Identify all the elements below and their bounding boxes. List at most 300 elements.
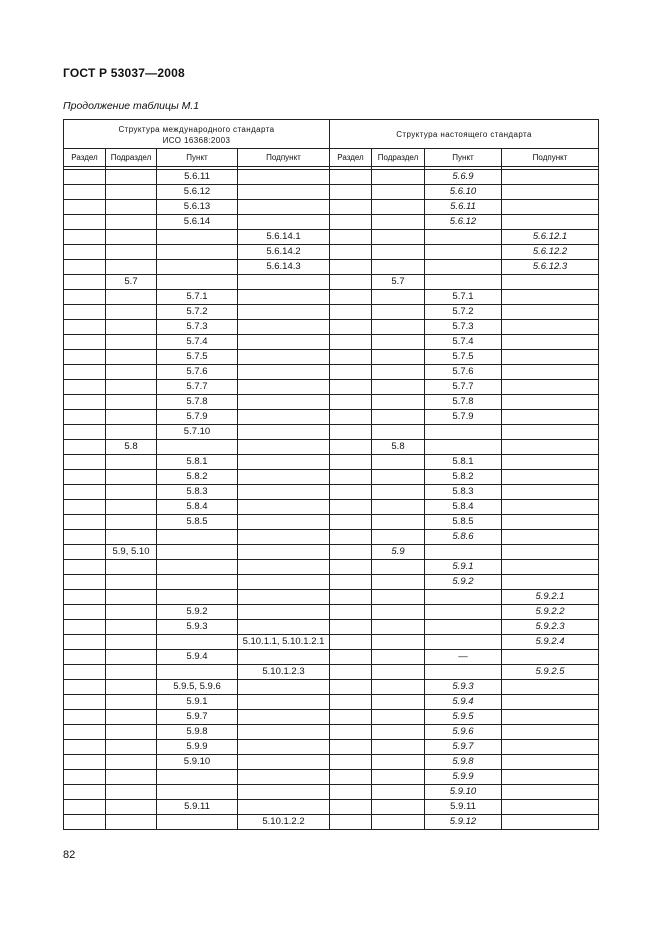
cell-podrazdel-right: [372, 485, 425, 500]
table-row: [64, 755, 599, 770]
cell-punkt-right: [425, 275, 502, 290]
cell-punkt-right: [425, 620, 502, 635]
cell-razdel-right: [330, 335, 372, 350]
cell-razdel-left: [64, 635, 106, 650]
cell-punkt-left: [157, 275, 238, 290]
cell-podpunkt-left: [238, 695, 330, 710]
cell-podrazdel-left: 5.8: [106, 440, 157, 455]
cell-punkt-right: 5.7.9: [425, 410, 502, 425]
table-caption: Продолжение таблицы М.1: [63, 100, 200, 112]
cell-podrazdel-left: [106, 185, 157, 200]
cell-razdel-right: [330, 530, 372, 545]
table-row: [64, 215, 599, 230]
cell-razdel-right: [330, 455, 372, 470]
cell-razdel-left: [64, 440, 106, 455]
cell-podpunkt-right: [502, 200, 599, 215]
col-header-razdel-right: Раздел: [330, 149, 372, 167]
cell-podrazdel-right: [372, 170, 425, 185]
cell-podrazdel-left: [106, 215, 157, 230]
cell-podrazdel-right: [372, 740, 425, 755]
cell-podrazdel-right: [372, 560, 425, 575]
group-header-international-line1: Структура международного стандарта: [118, 124, 275, 134]
cell-punkt-left: [157, 665, 238, 680]
cell-podpunkt-right: [502, 425, 599, 440]
cell-podrazdel-left: [106, 335, 157, 350]
cell-podpunkt-right: [502, 290, 599, 305]
cell-razdel-left: [64, 605, 106, 620]
cell-razdel-left: [64, 305, 106, 320]
cell-razdel-left: [64, 815, 106, 830]
cell-punkt-right: 5.8.1: [425, 455, 502, 470]
cell-podpunkt-right: 5.9.2.1: [502, 590, 599, 605]
cell-podrazdel-right: [372, 320, 425, 335]
cell-podrazdel-left: [106, 395, 157, 410]
cell-podpunkt-right: [502, 365, 599, 380]
cell-punkt-right: 5.9.1: [425, 560, 502, 575]
table-row: [64, 380, 599, 395]
cell-punkt-right: 5.9.11: [425, 800, 502, 815]
cell-podpunkt-left: [238, 605, 330, 620]
cell-podrazdel-left: [106, 530, 157, 545]
col-header-podpunkt-right: Подпункт: [502, 149, 599, 167]
cell-punkt-left: 5.8.4: [157, 500, 238, 515]
cell-razdel-left: [64, 215, 106, 230]
cell-podrazdel-left: [106, 410, 157, 425]
cell-podrazdel-right: [372, 695, 425, 710]
cell-podpunkt-right: [502, 650, 599, 665]
cell-podrazdel-left: [106, 800, 157, 815]
cell-punkt-right: [425, 245, 502, 260]
cell-razdel-right: [330, 485, 372, 500]
cell-podrazdel-left: [106, 260, 157, 275]
cell-punkt-right: [425, 230, 502, 245]
cell-razdel-right: [330, 590, 372, 605]
cell-punkt-right: [425, 260, 502, 275]
cell-razdel-left: [64, 665, 106, 680]
cell-razdel-left: [64, 485, 106, 500]
cell-podpunkt-left: 5.10.1.2.3: [238, 665, 330, 680]
cell-podrazdel-left: [106, 785, 157, 800]
cell-podpunkt-right: [502, 815, 599, 830]
cell-razdel-left: [64, 410, 106, 425]
cell-razdel-left: [64, 455, 106, 470]
cell-punkt-right: 5.7.3: [425, 320, 502, 335]
cell-podrazdel-left: 5.9, 5.10: [106, 545, 157, 560]
table-row: [64, 425, 599, 440]
table-row: [64, 320, 599, 335]
cell-podrazdel-left: [106, 695, 157, 710]
cell-podpunkt-left: [238, 185, 330, 200]
cell-razdel-right: [330, 260, 372, 275]
cell-podrazdel-left: [106, 515, 157, 530]
cell-punkt-right: [425, 425, 502, 440]
cell-podpunkt-left: [238, 500, 330, 515]
cell-razdel-left: [64, 230, 106, 245]
cell-punkt-right: 5.7.4: [425, 335, 502, 350]
table-row: [64, 485, 599, 500]
cell-punkt-right: 5.9.4: [425, 695, 502, 710]
cell-podpunkt-right: [502, 770, 599, 785]
cell-podrazdel-right: [372, 260, 425, 275]
cell-podpunkt-left: [238, 725, 330, 740]
cell-podpunkt-right: [502, 275, 599, 290]
cell-punkt-left: 5.7.8: [157, 395, 238, 410]
cell-podrazdel-right: [372, 335, 425, 350]
cell-punkt-right: [425, 590, 502, 605]
cell-punkt-left: 5.8.2: [157, 470, 238, 485]
cell-podrazdel-left: [106, 380, 157, 395]
cell-podpunkt-left: [238, 335, 330, 350]
cell-razdel-left: [64, 515, 106, 530]
cell-podpunkt-left: [238, 620, 330, 635]
cell-podpunkt-left: 5.6.14.3: [238, 260, 330, 275]
cell-podrazdel-left: [106, 230, 157, 245]
cell-podpunkt-right: [502, 320, 599, 335]
cell-razdel-left: [64, 290, 106, 305]
table-row: [64, 800, 599, 815]
cell-podrazdel-right: [372, 365, 425, 380]
column-header-row: [64, 149, 599, 167]
cell-podrazdel-right: [372, 305, 425, 320]
cell-podrazdel-left: [106, 500, 157, 515]
cell-podpunkt-right: [502, 755, 599, 770]
cell-razdel-left: [64, 275, 106, 290]
cell-podpunkt-right: [502, 560, 599, 575]
document-code: ГОСТ Р 53037—2008: [63, 66, 185, 80]
cell-podpunkt-right: [502, 335, 599, 350]
cell-punkt-left: 5.7.10: [157, 425, 238, 440]
cell-podrazdel-right: [372, 215, 425, 230]
col-header-podpunkt-left: Подпункт: [238, 149, 330, 167]
cell-podrazdel-right: [372, 290, 425, 305]
cell-punkt-right: 5.6.9: [425, 170, 502, 185]
cell-razdel-right: [330, 275, 372, 290]
cell-podrazdel-left: [106, 305, 157, 320]
cell-punkt-right: 5.9.3: [425, 680, 502, 695]
table-row: [64, 365, 599, 380]
table-row: [64, 665, 599, 680]
col-header-razdel-left: Раздел: [64, 149, 106, 167]
cell-podrazdel-right: [372, 815, 425, 830]
table-row: [64, 740, 599, 755]
cell-punkt-left: 5.9.1: [157, 695, 238, 710]
cell-razdel-left: [64, 335, 106, 350]
cell-podrazdel-left: [106, 575, 157, 590]
cell-podpunkt-left: [238, 170, 330, 185]
cell-punkt-left: 5.9.3: [157, 620, 238, 635]
cell-podpunkt-left: [238, 710, 330, 725]
cell-razdel-right: [330, 650, 372, 665]
cell-razdel-right: [330, 605, 372, 620]
table-row: [64, 815, 599, 830]
cell-punkt-right: 5.9.8: [425, 755, 502, 770]
cell-razdel-left: [64, 620, 106, 635]
cell-punkt-left: [157, 575, 238, 590]
cell-razdel-right: [330, 395, 372, 410]
table-row: [64, 710, 599, 725]
col-header-punkt-left: Пункт: [157, 149, 238, 167]
cell-punkt-right: [425, 605, 502, 620]
cell-podrazdel-left: [106, 560, 157, 575]
cell-punkt-right: 5.9.10: [425, 785, 502, 800]
col-header-podrazdel-left: Подраздел: [106, 149, 157, 167]
cell-punkt-left: [157, 245, 238, 260]
cell-podrazdel-right: [372, 755, 425, 770]
cell-podpunkt-right: [502, 710, 599, 725]
cell-podpunkt-left: [238, 530, 330, 545]
cell-podpunkt-right: [502, 455, 599, 470]
cell-podpunkt-right: [502, 575, 599, 590]
cell-punkt-left: 5.9.5, 5.9.6: [157, 680, 238, 695]
cell-podrazdel-right: [372, 500, 425, 515]
cell-podpunkt-left: [238, 680, 330, 695]
cell-podpunkt-right: 5.9.2.4: [502, 635, 599, 650]
cell-podrazdel-right: 5.9: [372, 545, 425, 560]
cell-podpunkt-left: [238, 425, 330, 440]
cell-podrazdel-right: [372, 470, 425, 485]
table-row: [64, 335, 599, 350]
cell-razdel-right: [330, 500, 372, 515]
cell-podpunkt-left: [238, 410, 330, 425]
cell-podpunkt-right: [502, 515, 599, 530]
table-row: [64, 635, 599, 650]
cell-podrazdel-left: [106, 620, 157, 635]
cell-podpunkt-left: [238, 320, 330, 335]
cell-punkt-left: [157, 545, 238, 560]
cell-punkt-left: [157, 440, 238, 455]
table-row: [64, 650, 599, 665]
cell-punkt-right: 5.9.7: [425, 740, 502, 755]
cell-razdel-left: [64, 260, 106, 275]
cell-podpunkt-left: [238, 440, 330, 455]
cell-punkt-left: 5.9.10: [157, 755, 238, 770]
cell-podrazdel-right: [372, 590, 425, 605]
cell-punkt-left: 5.6.11: [157, 170, 238, 185]
cell-podpunkt-left: [238, 200, 330, 215]
cell-podpunkt-left: [238, 575, 330, 590]
cell-punkt-left: 5.7.1: [157, 290, 238, 305]
cell-podpunkt-left: [238, 545, 330, 560]
cell-razdel-left: [64, 395, 106, 410]
cell-podpunkt-left: [238, 590, 330, 605]
cell-podrazdel-left: [106, 170, 157, 185]
cell-podpunkt-left: [238, 305, 330, 320]
cell-razdel-right: [330, 410, 372, 425]
cell-podpunkt-right: [502, 395, 599, 410]
cell-razdel-left: [64, 590, 106, 605]
cell-podrazdel-left: [106, 605, 157, 620]
table-row: [64, 500, 599, 515]
cell-razdel-right: [330, 785, 372, 800]
cell-punkt-right: 5.8.2: [425, 470, 502, 485]
cell-podrazdel-right: [372, 230, 425, 245]
cell-podpunkt-left: [238, 800, 330, 815]
cell-punkt-right: 5.9.6: [425, 725, 502, 740]
cell-razdel-right: [330, 425, 372, 440]
table-row: [64, 785, 599, 800]
group-header-international: [64, 120, 330, 149]
cell-razdel-left: [64, 320, 106, 335]
cell-punkt-left: 5.9.8: [157, 725, 238, 740]
table-row: [64, 620, 599, 635]
cell-razdel-right: [330, 695, 372, 710]
cell-razdel-left: [64, 770, 106, 785]
group-header-international-line2: ИСО 16368:2003: [162, 135, 231, 145]
cell-podrazdel-left: [106, 635, 157, 650]
cell-podpunkt-right: [502, 485, 599, 500]
cell-podrazdel-left: [106, 665, 157, 680]
cell-punkt-left: [157, 260, 238, 275]
cell-razdel-right: [330, 320, 372, 335]
cell-podpunkt-right: [502, 170, 599, 185]
cell-razdel-left: [64, 425, 106, 440]
cell-podpunkt-right: [502, 470, 599, 485]
cell-razdel-left: [64, 725, 106, 740]
cell-punkt-right: 5.8.5: [425, 515, 502, 530]
cell-podrazdel-right: [372, 620, 425, 635]
cell-punkt-right: 5.8.4: [425, 500, 502, 515]
col-header-punkt-right: Пункт: [425, 149, 502, 167]
cell-podrazdel-right: [372, 350, 425, 365]
cell-punkt-left: 5.8.1: [157, 455, 238, 470]
cell-podrazdel-right: [372, 185, 425, 200]
cell-podrazdel-right: [372, 425, 425, 440]
cell-punkt-right: —: [425, 650, 502, 665]
cell-razdel-left: [64, 470, 106, 485]
table-row: [64, 410, 599, 425]
cell-podrazdel-right: [372, 680, 425, 695]
cell-razdel-right: [330, 620, 372, 635]
table-row: [64, 725, 599, 740]
cell-podpunkt-right: [502, 350, 599, 365]
cell-punkt-right: 5.7.8: [425, 395, 502, 410]
cell-podrazdel-right: [372, 725, 425, 740]
cell-punkt-left: 5.8.5: [157, 515, 238, 530]
cell-razdel-left: [64, 245, 106, 260]
table-row: [64, 770, 599, 785]
cell-razdel-left: [64, 170, 106, 185]
cell-podrazdel-left: [106, 815, 157, 830]
page-number: 82: [63, 849, 76, 861]
cell-razdel-right: [330, 800, 372, 815]
cell-punkt-right: 5.7.1: [425, 290, 502, 305]
cell-punkt-left: 5.7.4: [157, 335, 238, 350]
cell-razdel-right: [330, 815, 372, 830]
cell-podpunkt-right: [502, 725, 599, 740]
cell-razdel-right: [330, 635, 372, 650]
table-row: [64, 575, 599, 590]
table-row: [64, 395, 599, 410]
cell-punkt-left: 5.9.11: [157, 800, 238, 815]
cell-podpunkt-right: 5.9.2.5: [502, 665, 599, 680]
cell-podpunkt-left: 5.6.14.2: [238, 245, 330, 260]
cell-razdel-right: [330, 560, 372, 575]
cell-razdel-left: [64, 740, 106, 755]
cell-razdel-right: [330, 365, 372, 380]
table-row: [64, 605, 599, 620]
cell-razdel-right: [330, 470, 372, 485]
cell-podrazdel-right: [372, 605, 425, 620]
cell-razdel-left: [64, 785, 106, 800]
cell-punkt-left: [157, 815, 238, 830]
cell-podrazdel-right: [372, 380, 425, 395]
table-row: [64, 290, 599, 305]
cell-razdel-left: [64, 800, 106, 815]
cell-punkt-left: 5.9.7: [157, 710, 238, 725]
table-row: [64, 560, 599, 575]
correspondence-table: [63, 119, 599, 830]
cell-punkt-right: 5.7.6: [425, 365, 502, 380]
cell-razdel-right: [330, 680, 372, 695]
cell-punkt-right: [425, 440, 502, 455]
cell-podpunkt-left: [238, 560, 330, 575]
table-row: [64, 440, 599, 455]
cell-podpunkt-left: [238, 395, 330, 410]
cell-podpunkt-right: [502, 500, 599, 515]
cell-punkt-left: 5.7.7: [157, 380, 238, 395]
cell-podpunkt-left: [238, 455, 330, 470]
cell-razdel-right: [330, 515, 372, 530]
cell-punkt-right: 5.6.12: [425, 215, 502, 230]
cell-punkt-right: 5.7.2: [425, 305, 502, 320]
cell-podrazdel-right: [372, 650, 425, 665]
cell-punkt-left: 5.6.13: [157, 200, 238, 215]
table-row: [64, 455, 599, 470]
cell-razdel-right: [330, 380, 372, 395]
cell-podrazdel-left: [106, 710, 157, 725]
cell-punkt-right: 5.8.6: [425, 530, 502, 545]
cell-podpunkt-left: [238, 650, 330, 665]
cell-podpunkt-right: 5.9.2.3: [502, 620, 599, 635]
cell-podpunkt-left: [238, 770, 330, 785]
col-header-podrazdel-right: Подраздел: [372, 149, 425, 167]
cell-podpunkt-left: [238, 350, 330, 365]
cell-podpunkt-right: [502, 785, 599, 800]
group-header-row: [64, 120, 599, 149]
cell-podrazdel-right: [372, 575, 425, 590]
cell-podpunkt-left: [238, 215, 330, 230]
table-row: [64, 470, 599, 485]
table-row: [64, 245, 599, 260]
cell-podpunkt-left: 5.10.1.2.2: [238, 815, 330, 830]
cell-punkt-left: [157, 230, 238, 245]
cell-razdel-right: [330, 725, 372, 740]
cell-razdel-right: [330, 185, 372, 200]
cell-podrazdel-left: [106, 470, 157, 485]
cell-podrazdel-right: [372, 530, 425, 545]
cell-punkt-left: [157, 785, 238, 800]
cell-podpunkt-right: [502, 680, 599, 695]
cell-razdel-left: [64, 380, 106, 395]
cell-punkt-left: [157, 560, 238, 575]
cell-podrazdel-right: [372, 800, 425, 815]
table-row: [64, 275, 599, 290]
table-row: [64, 170, 599, 185]
cell-punkt-left: [157, 530, 238, 545]
cell-podpunkt-right: [502, 440, 599, 455]
table-row: [64, 545, 599, 560]
table-row: [64, 590, 599, 605]
cell-punkt-left: [157, 590, 238, 605]
group-header-national: Структура настоящего стандарта: [330, 120, 599, 149]
cell-podrazdel-right: 5.8: [372, 440, 425, 455]
cell-razdel-right: [330, 740, 372, 755]
cell-punkt-left: 5.9.9: [157, 740, 238, 755]
cell-podpunkt-left: [238, 470, 330, 485]
cell-punkt-left: [157, 635, 238, 650]
cell-podrazdel-left: [106, 200, 157, 215]
cell-razdel-left: [64, 200, 106, 215]
